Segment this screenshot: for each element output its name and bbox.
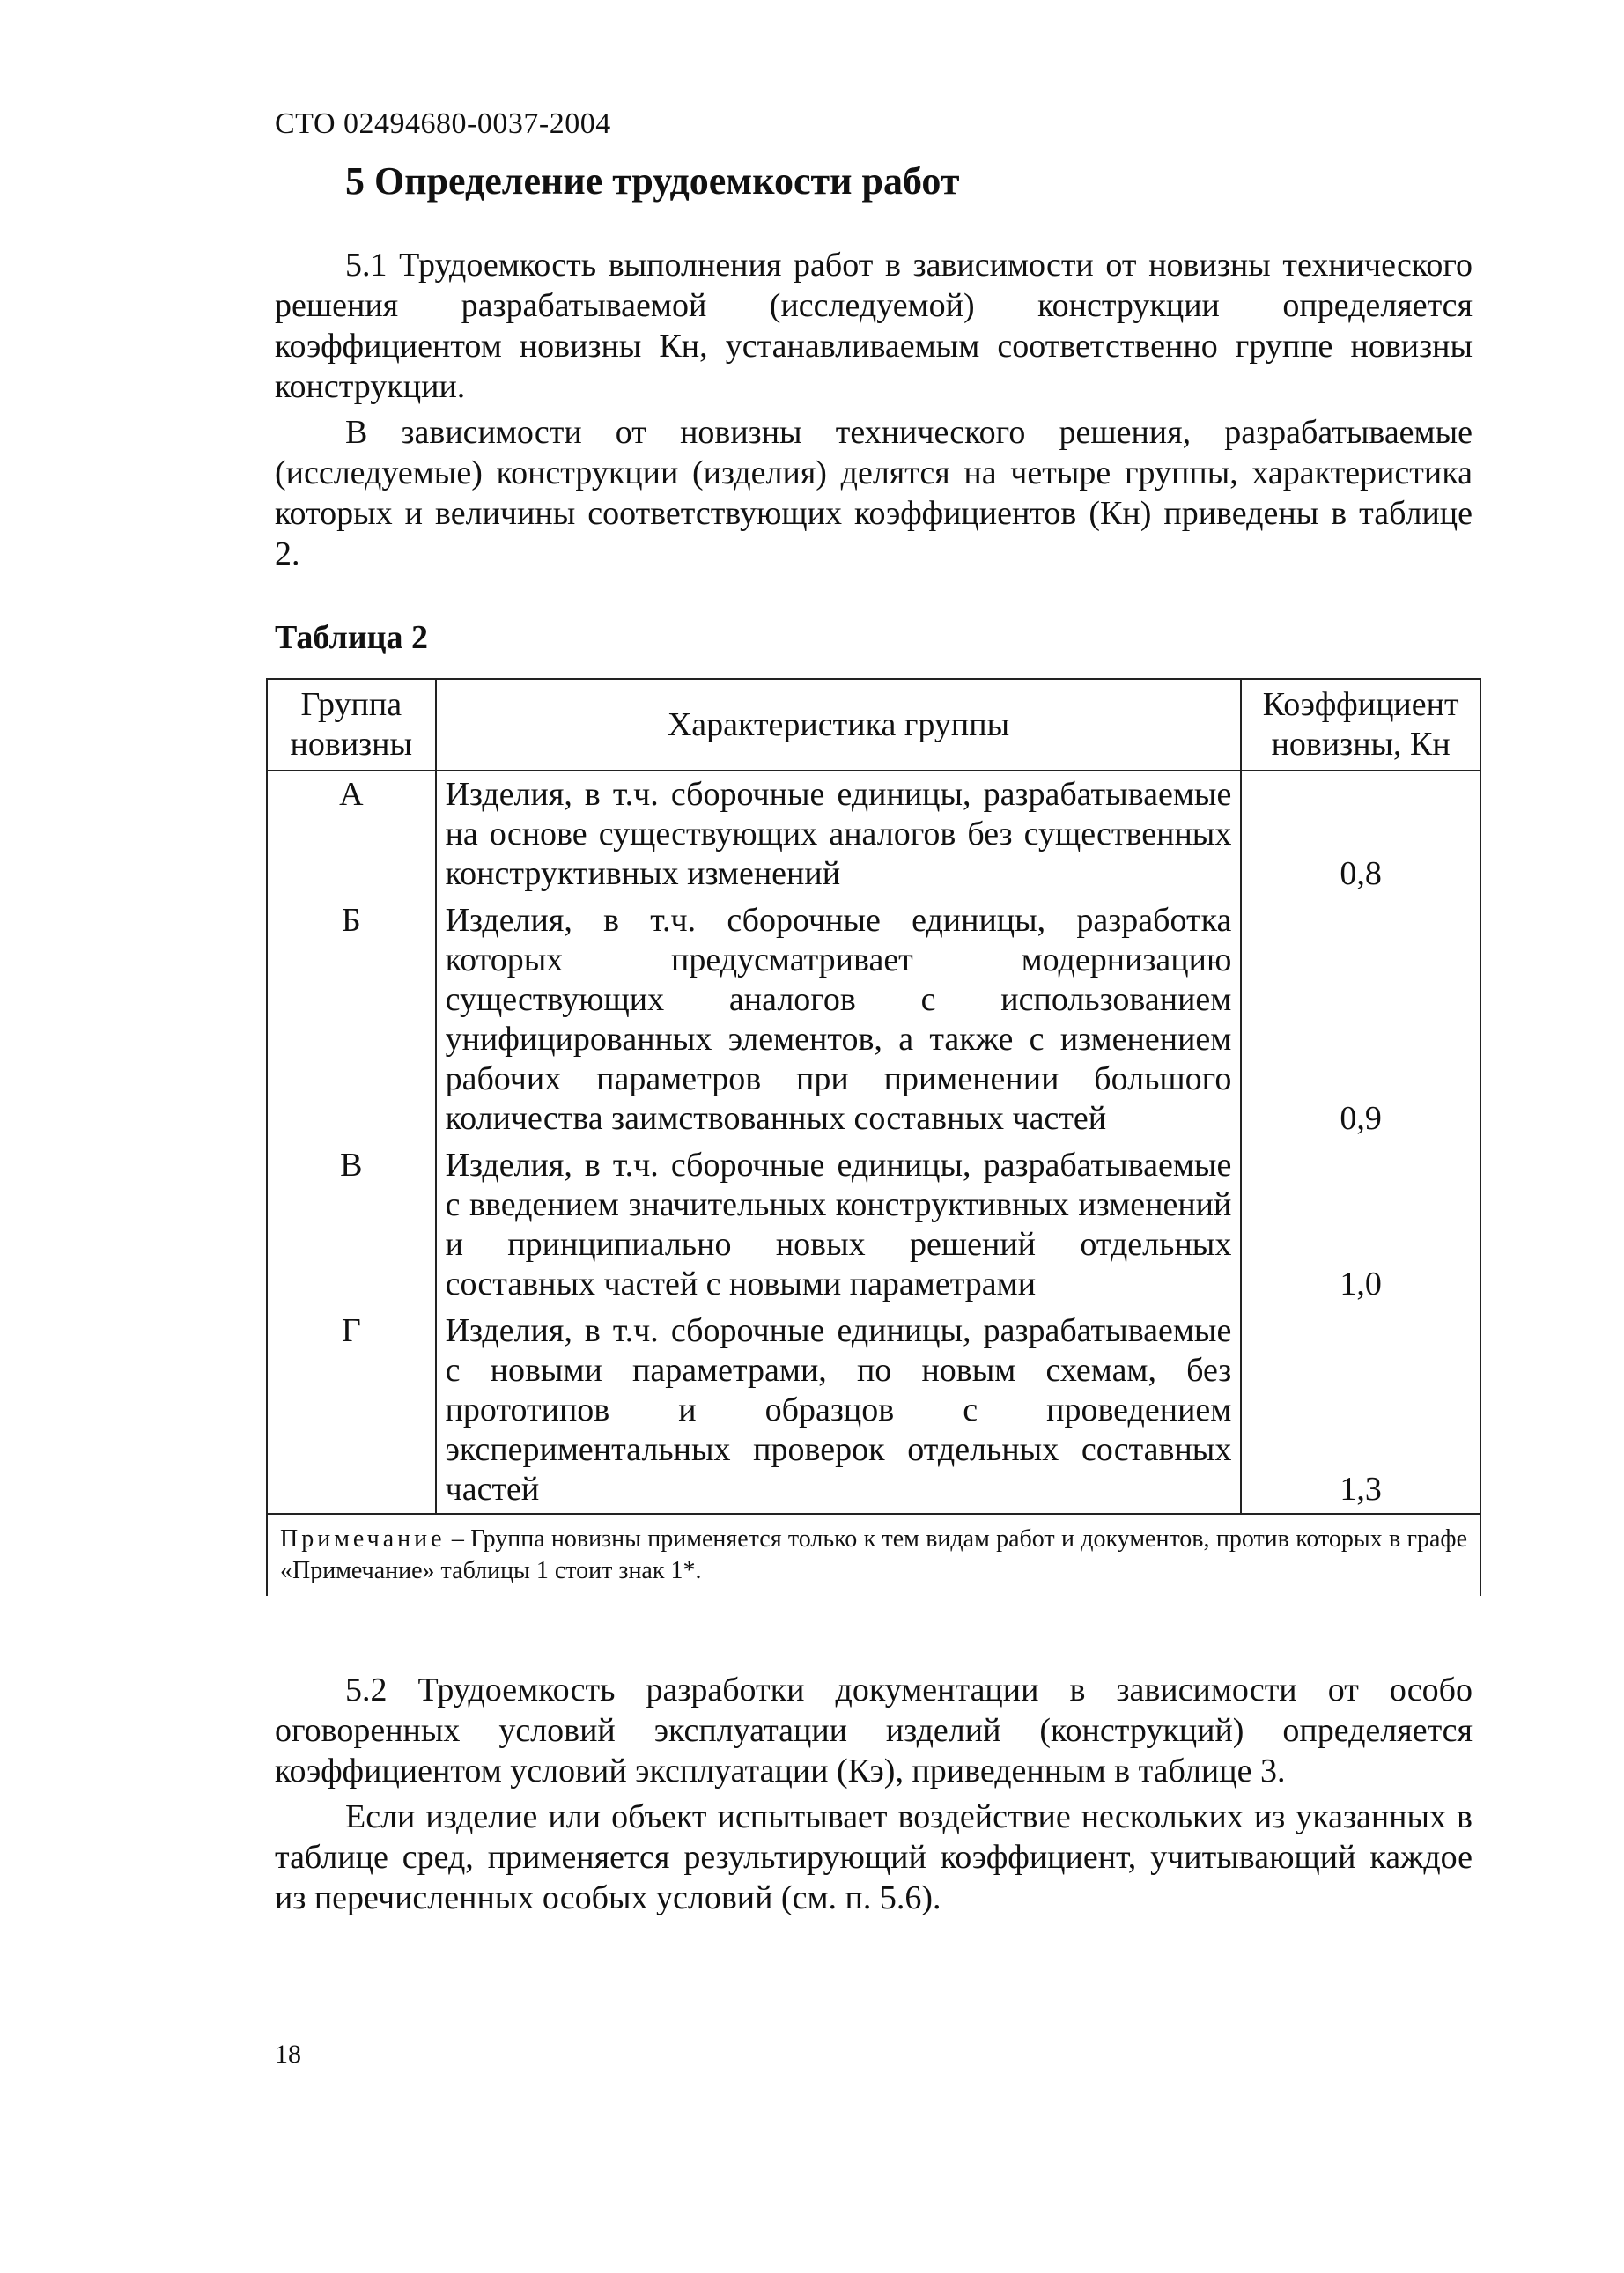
table-caption: Таблица 2 [275, 619, 429, 656]
table-row [267, 1308, 1480, 1514]
paragraph-combined-coefficient: Если изделие или объект испытывает воздействие нескольких из указанных в таблице сред, применяется результирующий коэффициент, учитывающий каждое из перечисленных особых условий (см. п. 5.6). [275, 1798, 1473, 1916]
group-cell: А [267, 771, 436, 897]
description-cell: Изделия, в т.ч. сборочные единицы, разработка которых предусматривает модернизацию существующих аналогов с использованием унифицированных элементов, а также с изменением рабочих параметров при применении большого количества заимствованных составных частей [436, 897, 1242, 1142]
table-row [267, 771, 1480, 897]
page-number: 18 [275, 2040, 301, 2069]
coefficient-cell: 0,9 [1241, 897, 1480, 1142]
group-cell: Б [267, 897, 436, 1142]
header-characteristic: Характеристика группы [436, 679, 1242, 771]
table-row [267, 1142, 1480, 1308]
description-cell: Изделия, в т.ч. сборочные единицы, разрабатываемые с новыми параметрами, по новым схемам, без прототипов и образцов с проведением экспериментальных проверок отдельных составных частей [436, 1308, 1242, 1514]
document-code: СТО 02494680-0037-2004 [275, 107, 611, 140]
description-cell: Изделия, в т.ч. сборочные единицы, разрабатываемые с введением значительных конструктивных изменений и принципиально новых решений отдельных составных частей с новыми параметрами [436, 1142, 1242, 1308]
table-row [267, 897, 1480, 1142]
table-header-row [267, 679, 1480, 771]
coefficient-cell: 1,3 [1241, 1308, 1480, 1514]
section-heading: 5 Определение трудоемкости работ [345, 159, 960, 203]
table-note-row [267, 1514, 1480, 1596]
paragraph-groups-intro: В зависимости от новизны технического решения, разрабатываемые (исследуемые) конструкции (изделия) делятся на четыре группы, характеристика которых и величины соответствующих коэффициентов (Кн) приведены в таблице 2. [275, 414, 1473, 572]
paragraph-5-1: 5.1 Трудоемкость выполнения работ в зависимости от новизны технического решения разрабатываемой (исследуемой) конструкции определяется коэффициентом новизны Кн, устанавливаемым соответственно группе новизны конструкции. [275, 247, 1473, 405]
group-cell: В [267, 1142, 436, 1308]
coefficient-cell: 0,8 [1241, 771, 1480, 897]
header-group: Группа новизны [267, 679, 436, 771]
table-note [267, 1514, 1480, 1596]
coefficient-cell: 1,0 [1241, 1142, 1480, 1308]
note-label: Примечание [280, 1525, 446, 1553]
header-coefficient: Коэффициент новизны, Кн [1241, 679, 1480, 771]
novelty-table [266, 678, 1481, 1596]
note-text: – Группа новизны применяется только к тем видам работ и документов, против которых в графе «Примечание» таблицы 1 стоит знак 1*. [280, 1525, 1467, 1584]
paragraph-5-2: 5.2 Трудоемкость разработки документации в зависимости от особо оговоренных условий эксплуатации изделий (конструкций) определяется коэффициентом условий эксплуатации (Кэ), приведенным в таблице 3. [275, 1672, 1473, 1790]
group-cell: Г [267, 1308, 436, 1514]
description-cell: Изделия, в т.ч. сборочные единицы, разрабатываемые на основе существующих аналогов без существенных конструктивных изменений [436, 771, 1242, 897]
